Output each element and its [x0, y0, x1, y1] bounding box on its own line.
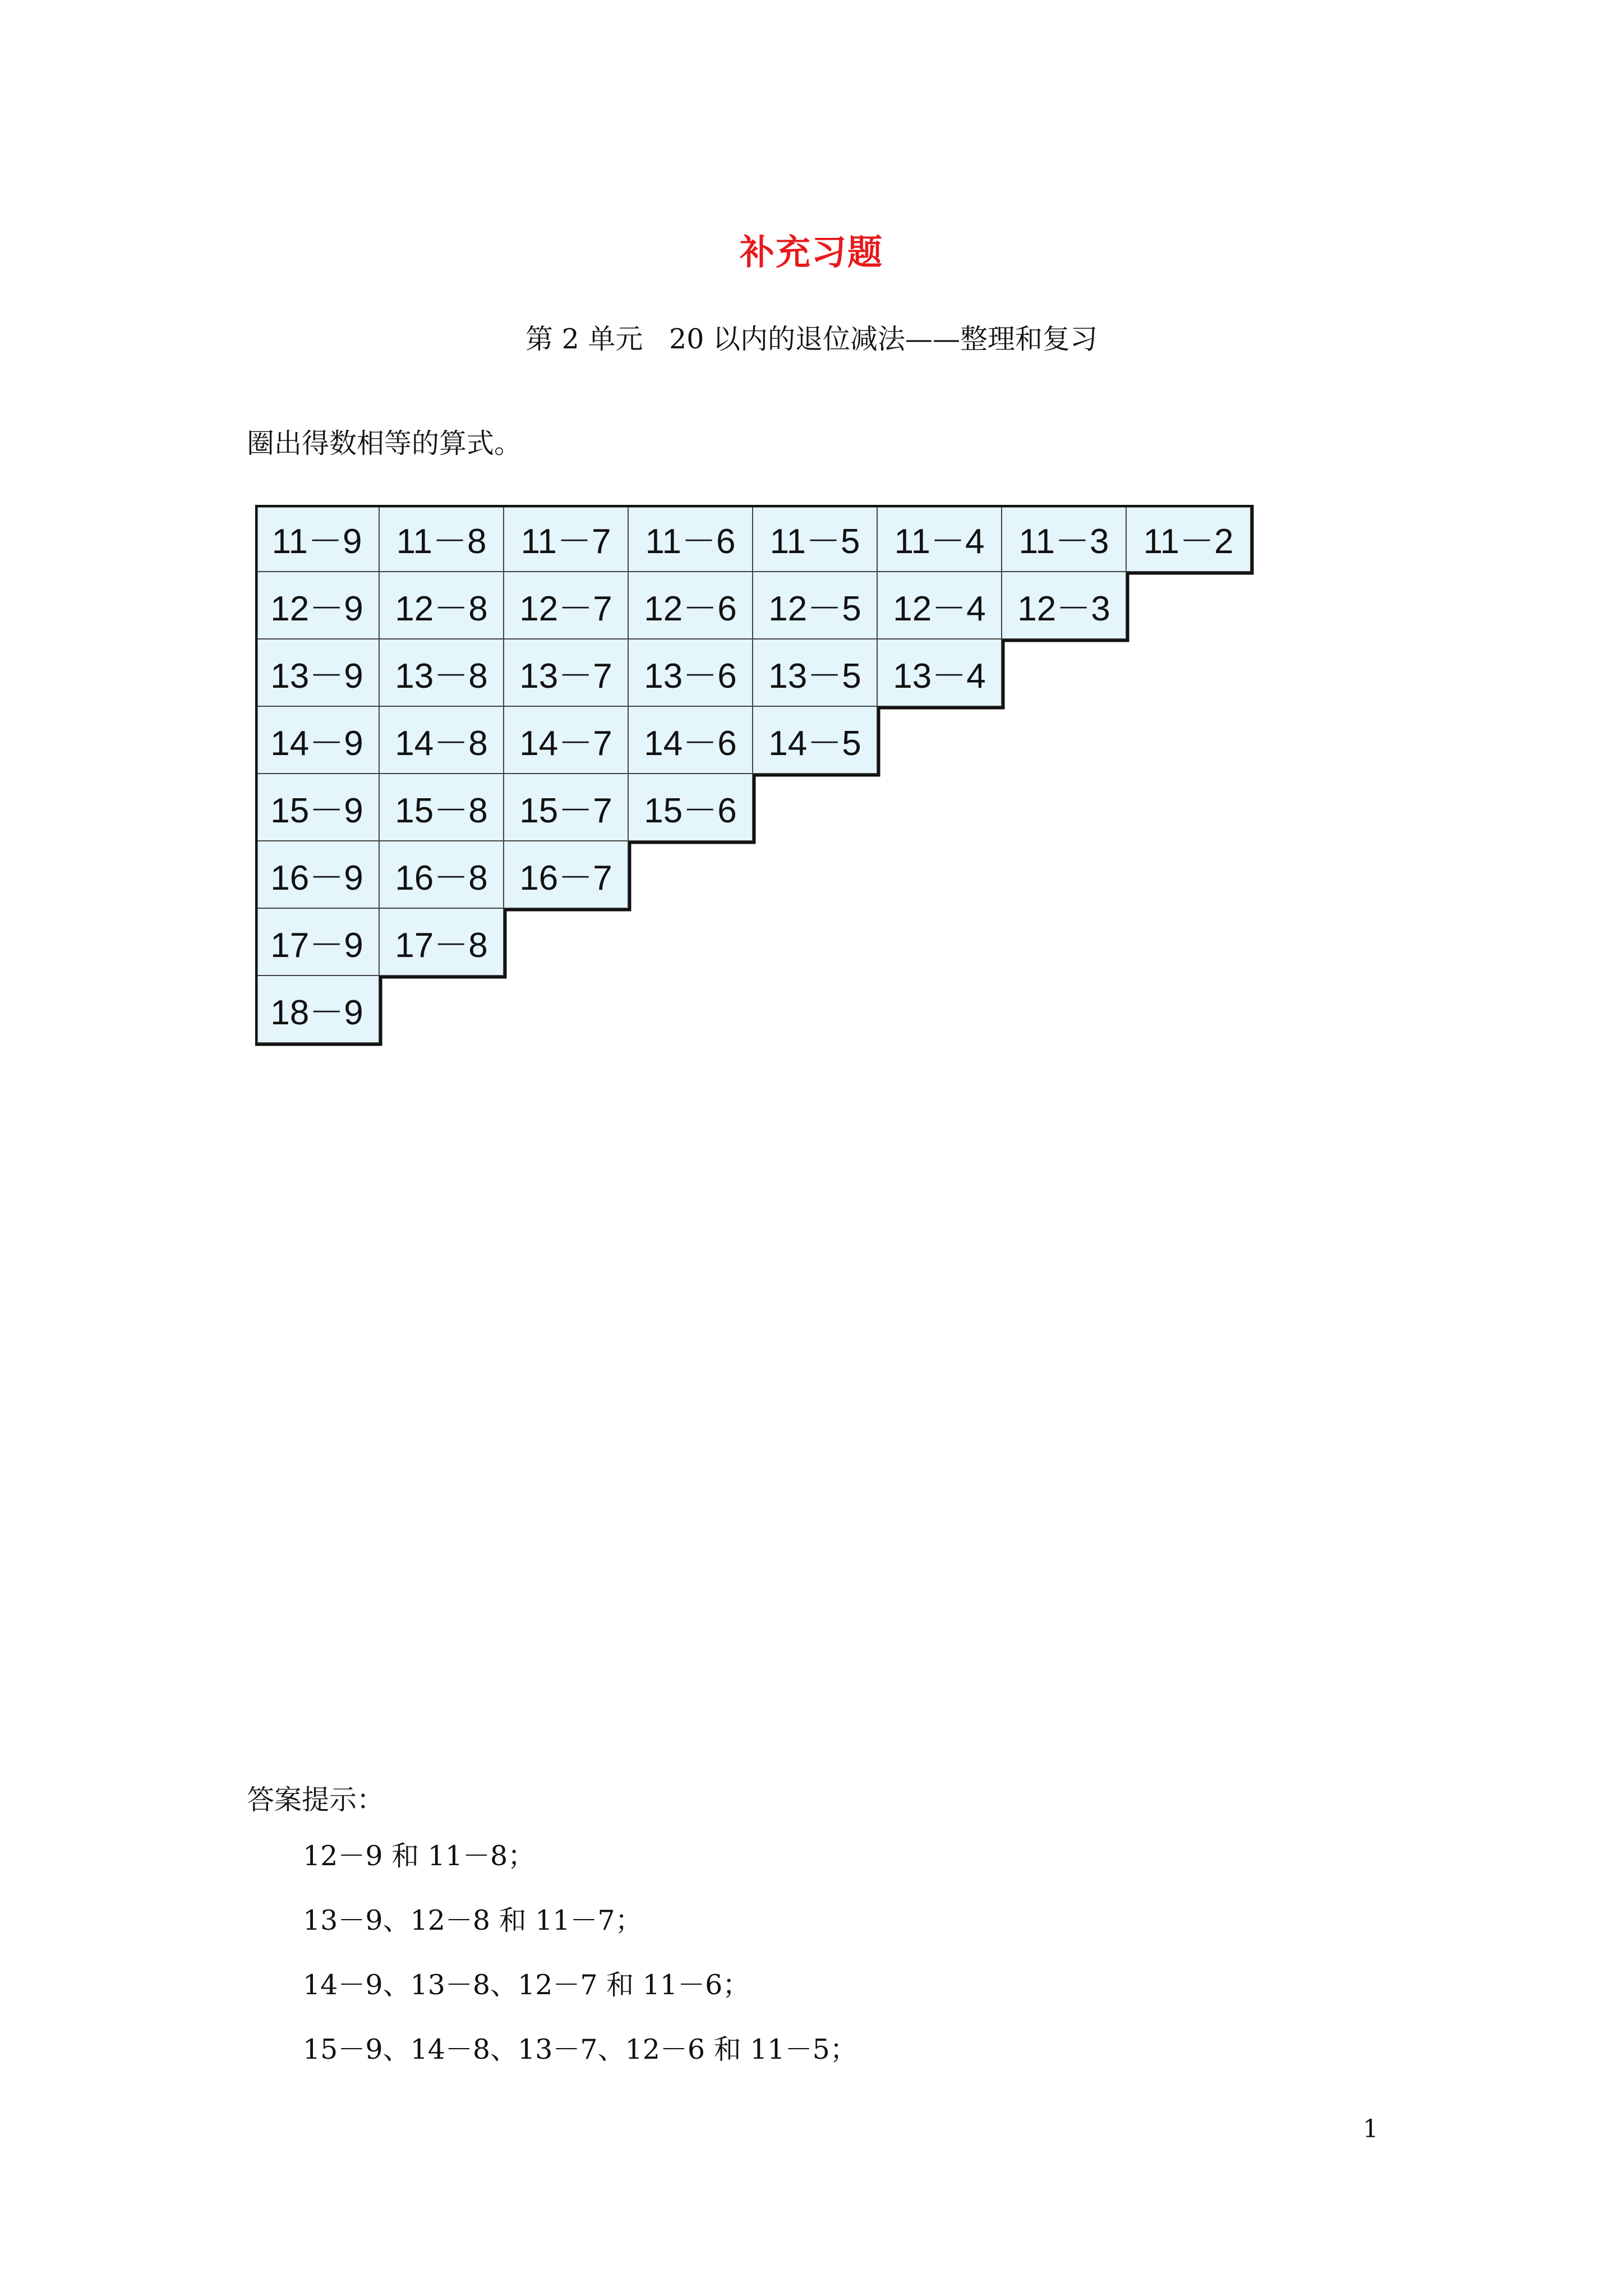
equation-cell[interactable]: 11－3	[1002, 505, 1127, 572]
equation-cell[interactable]: 12－4	[878, 572, 1002, 639]
equation-cell[interactable]: 13－6	[629, 639, 753, 707]
equation-cell[interactable]: 12－8	[380, 572, 504, 639]
answer-line-2: 13－9、12－8 和 11－7；	[303, 1904, 643, 1936]
grid-border	[256, 506, 1252, 1045]
answer-line-1: 12－9 和 11－8；	[303, 1840, 536, 1872]
equation-cell[interactable]: 14－7	[504, 707, 629, 774]
answer-line-3: 14－9、13－8、12－7 和 11－6；	[303, 1969, 750, 2001]
equation-cell[interactable]: 13－4	[878, 639, 1002, 707]
page-number: 1	[1363, 2115, 1378, 2143]
equation-cell[interactable]: 11－4	[878, 505, 1002, 572]
equation-cell[interactable]: 12－6	[629, 572, 753, 639]
equation-cell[interactable]: 14－8	[380, 707, 504, 774]
equation-cell[interactable]: 17－8	[380, 909, 504, 976]
equation-cell[interactable]: 13－5	[753, 639, 878, 707]
unit-subtitle: 第 2 单元 20 以内的退位减法——整理和复习	[525, 323, 1098, 355]
page-title: 补充习题	[739, 232, 883, 273]
equation-cell[interactable]: 11－7	[504, 505, 629, 572]
equation-cell[interactable]: 15－6	[629, 774, 753, 841]
equation-cell[interactable]: 15－8	[380, 774, 504, 841]
equation-grid	[255, 505, 1265, 1049]
equation-cell[interactable]: 13－9	[255, 639, 380, 707]
equation-cell[interactable]: 11－8	[380, 505, 504, 572]
equation-cell[interactable]: 11－9	[255, 505, 380, 572]
equation-cell[interactable]: 15－9	[255, 774, 380, 841]
equation-cell[interactable]: 14－6	[629, 707, 753, 774]
equation-cell[interactable]: 17－9	[255, 909, 380, 976]
equation-cell[interactable]: 11－5	[753, 505, 878, 572]
equation-cell[interactable]: 14－9	[255, 707, 380, 774]
equation-cell[interactable]: 18－9	[255, 976, 380, 1043]
equation-cell[interactable]: 13－8	[380, 639, 504, 707]
equation-cell[interactable]: 16－9	[255, 841, 380, 909]
equation-cell[interactable]: 11－6	[629, 505, 753, 572]
equation-cell[interactable]: 12－9	[255, 572, 380, 639]
instruction-text: 圈出得数相等的算式。	[247, 427, 522, 459]
equation-cell[interactable]: 14－5	[753, 707, 878, 774]
equation-cell[interactable]: 16－8	[380, 841, 504, 909]
equation-cell[interactable]: 15－7	[504, 774, 629, 841]
grid-outline	[255, 505, 1265, 1049]
equation-cell[interactable]: 12－3	[1002, 572, 1127, 639]
equation-cell[interactable]: 13－7	[504, 639, 629, 707]
equation-cell[interactable]: 12－7	[504, 572, 629, 639]
equation-cell[interactable]: 12－5	[753, 572, 878, 639]
answers-title: 答案提示：	[247, 1784, 385, 1816]
answer-line-4: 15－9、14－8、13－7、12－6 和 11－5；	[303, 2033, 857, 2065]
equation-cell[interactable]: 16－7	[504, 841, 629, 909]
equation-cell[interactable]: 11－2	[1127, 505, 1251, 572]
